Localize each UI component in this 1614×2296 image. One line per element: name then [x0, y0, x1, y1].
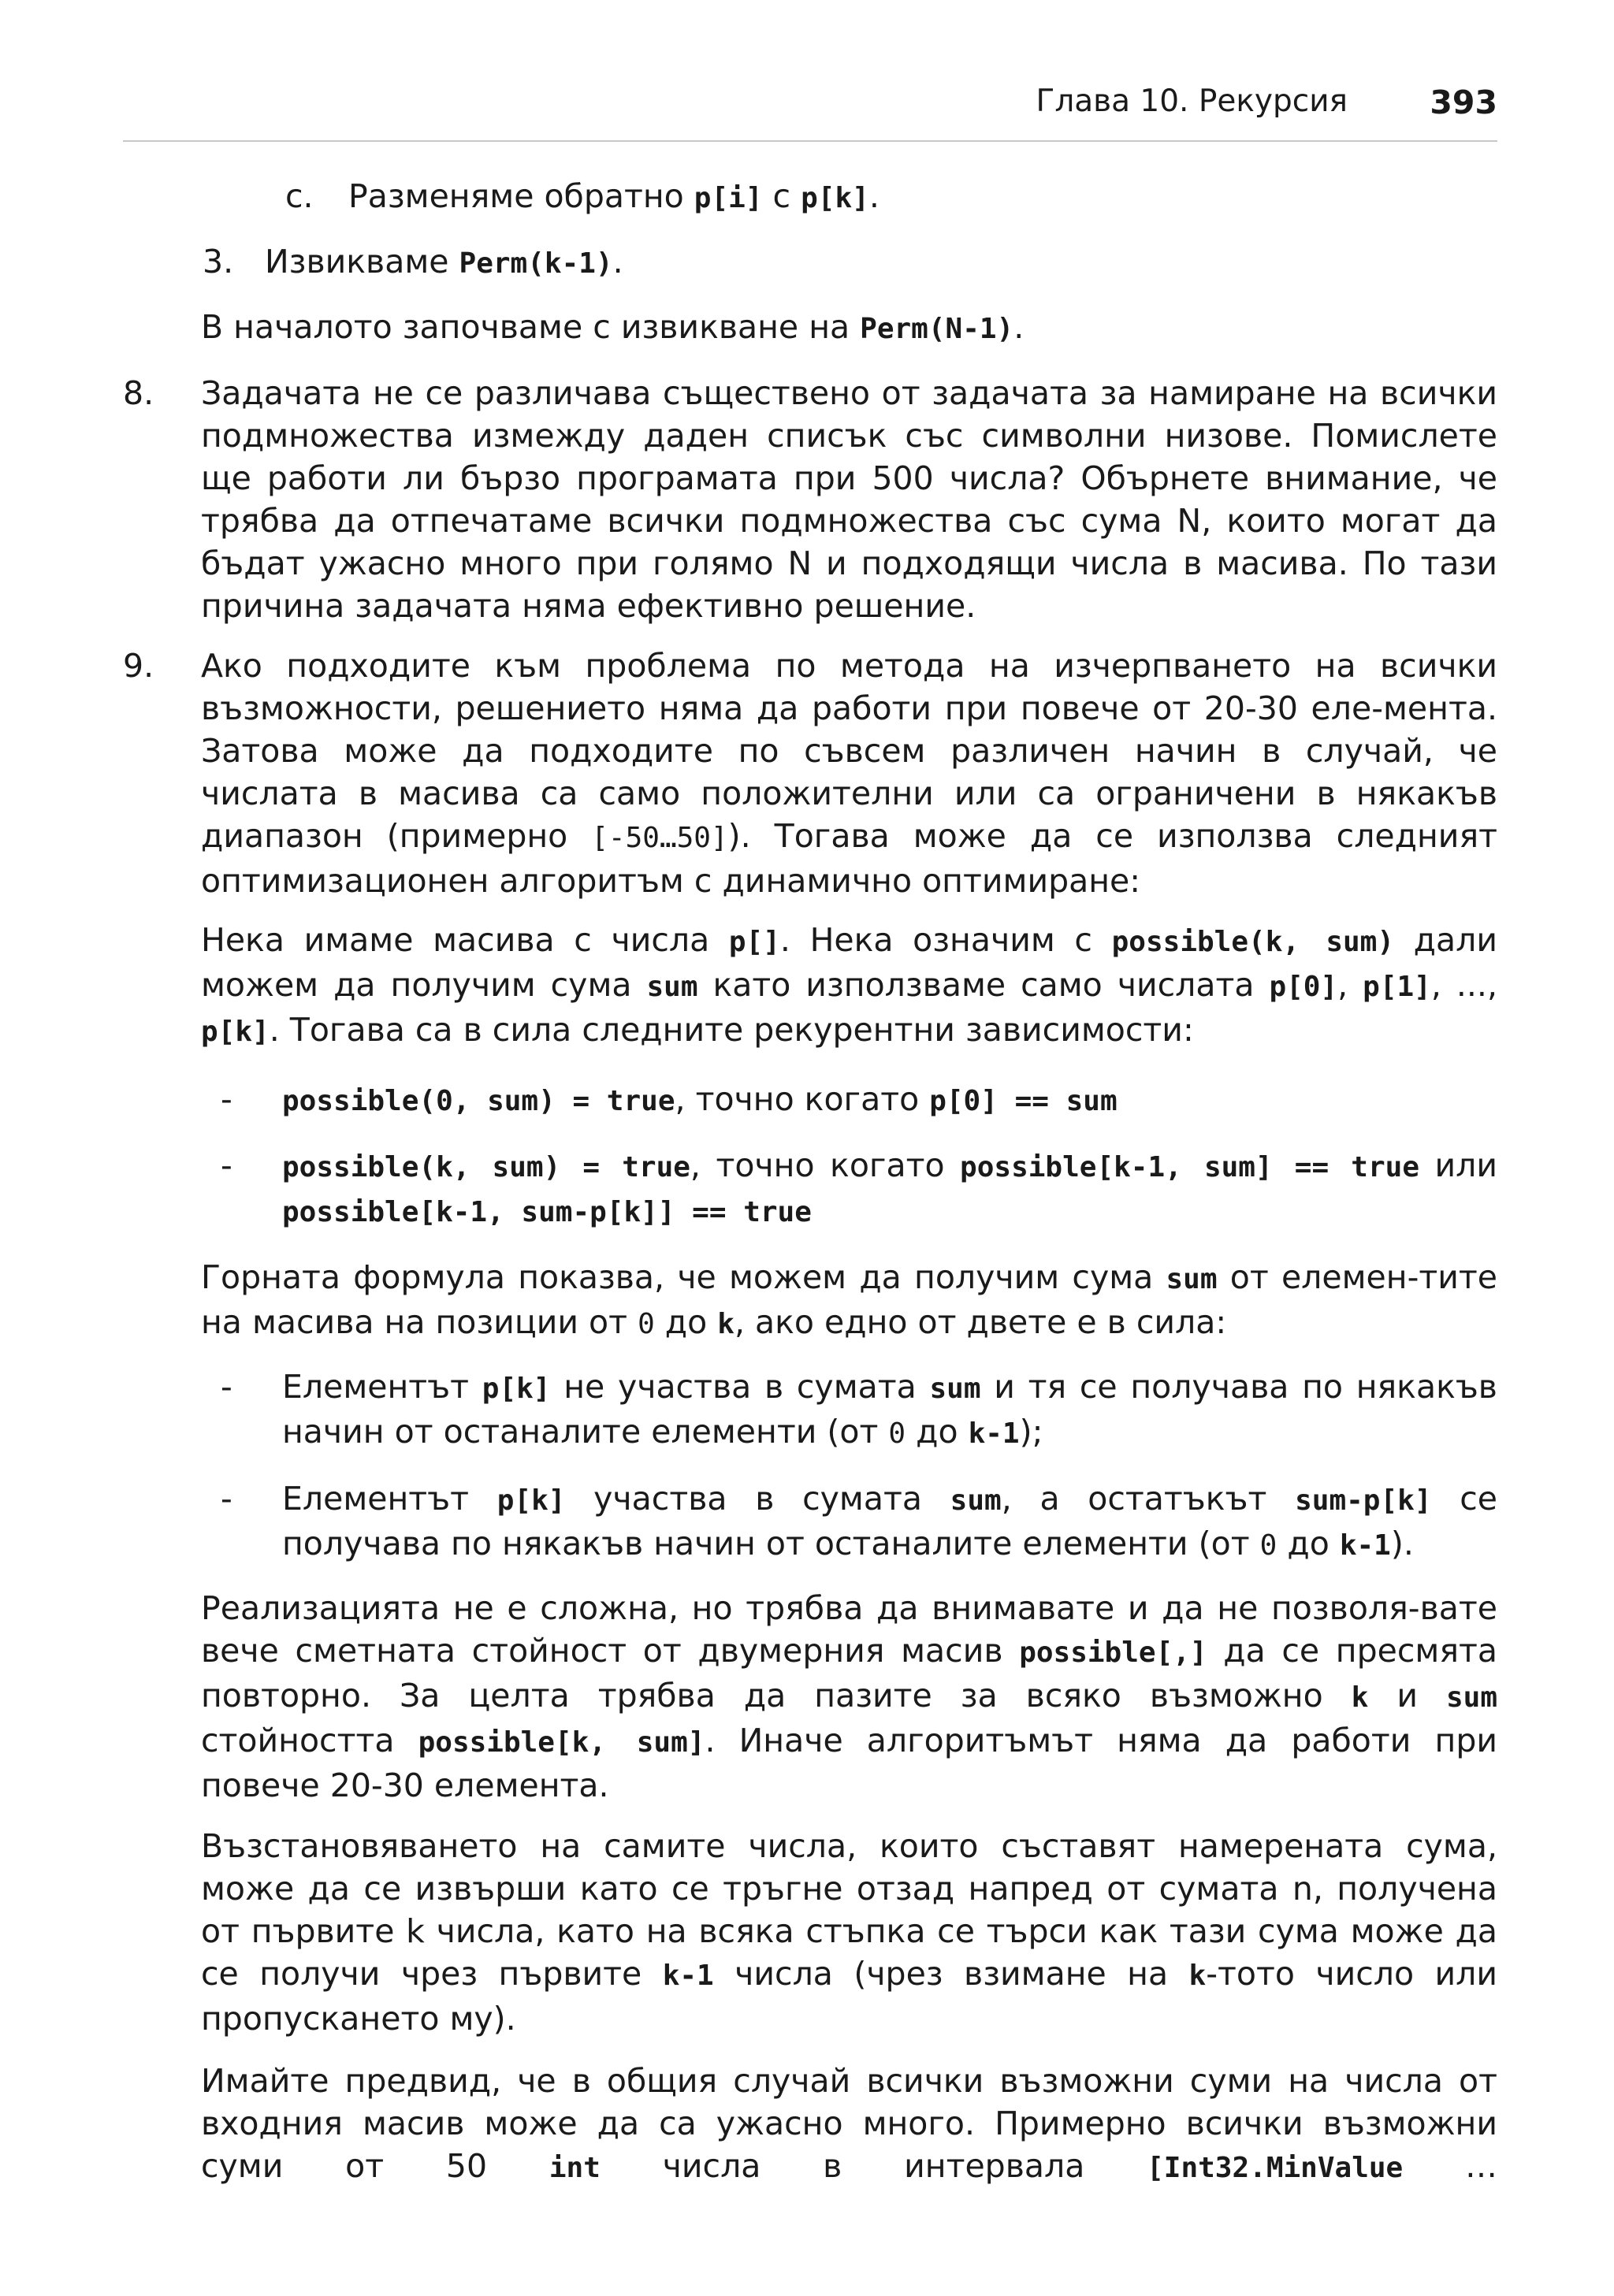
- note-paragraph: Имайте предвид, че в общия случай всички възможни суми на числа от входния масив може да са ужасно много. Примерно всички възможни суми от 50 int числа в интервала [Int32.MinValue …: [201, 2062, 1497, 2185]
- item-9-marker: 9.: [123, 647, 154, 685]
- code-p0: p[0]: [1269, 971, 1338, 1003]
- code-perm-k: Perm(k-1): [459, 247, 613, 280]
- code-possible-k-sum: possible(k, sum): [1111, 926, 1395, 958]
- code-sum: sum: [646, 971, 698, 1003]
- recurrence-base: possible(0, sum) = true, точно когато p[0] == sum: [282, 1080, 1118, 1118]
- code-range: [-50…50]: [591, 822, 728, 854]
- running-header: [123, 79, 1497, 142]
- bullet-dash: -: [221, 1146, 232, 1184]
- page-number: 393: [1430, 84, 1497, 121]
- code-pk: p[k]: [201, 1016, 270, 1048]
- formula-paragraph: Горната формула показва, че можем да получим сума sum от елемен-тите на масива на позиции от 0 до k, ако едно от двете е в сила:: [201, 1258, 1497, 1341]
- code-p-k: p[k]: [801, 182, 869, 214]
- step-c-marker: c.: [285, 177, 314, 215]
- step-3-marker: 3.: [203, 243, 234, 280]
- code-perm-n: Perm(N-1): [860, 313, 1014, 345]
- start-note: В началото започваме с извикване на Perm(N-1).: [201, 308, 1025, 346]
- code-p-i: p[i]: [694, 182, 763, 214]
- restore-paragraph: Възстановяването на самите числа, които съставят намерената сума, може да се извърши като се тръгне отзад напред от сумата n, получена от първите k числа, като на всяка стъпка се търси как тази сума може да се получи чрез първите k-1 числа (чрез взимане на k-тото число или пропускането му).: [201, 1827, 1497, 2038]
- item-8-text: Задачата не се различава съществено от задачата за намиране на всички подмножества измежду даден списък със символни низове. Помислете ще работи ли бързо програмата при 500 числа? Обърнете внимание, че трябва да отпечатаме всички подмножества със сума N, които могат да бъдат ужасно много при голямо N и подходящи числа в масива. По тази причина задачата няма ефективно решение.: [201, 374, 1497, 625]
- bullet-dash: -: [221, 1080, 232, 1118]
- bullet-dash: -: [221, 1368, 232, 1406]
- item-9-text: Ако подходите към проблема по метода на изчерпването на всички възможности, решението няма да работи при повече от 20-30 еле-мента. Затова може да подходите по съвсем различен начин в случай, че числата в масива са само положителни или са ограничени в някакъв диапазон (примерно [-50…50]). Тогава може да се използва следният оптимизационен алгоритъм с динамично оптимиране:: [201, 647, 1497, 900]
- step-3-text: Извикваме Perm(k-1).: [265, 243, 623, 280]
- code-p1: p[1]: [1363, 971, 1431, 1003]
- case-not-included: Елементът p[k] не участва в сумата sum и тя се получава по някакъв начин от останалите елементи (от 0 до k-1);: [282, 1368, 1497, 1451]
- implementation-paragraph: Реализацията не е сложна, но трябва да внимавате и да не позволя-вате вече сметната стойност от двумерния масив possible[,] да се пресмята повторно. За целта трябва да пазите за всяко възможно k и sum стойността possible[k, sum]. Иначе алгоритъмът няма да работи при повече 20-30 елемента.: [201, 1589, 1498, 1804]
- step-c-text: Разменяме обратно p[i] с p[k].: [348, 177, 880, 215]
- definition-paragraph: Нека имаме масива с числа p[]. Нека означим с possible(k, sum) дали можем да получим сума sum като използваме само числата p[0], p[1], ..., p[k]. Тогава са в сила следните рекурентни зависимости:: [201, 921, 1498, 1049]
- item-8-marker: 8.: [123, 374, 154, 412]
- bullet-dash: -: [221, 1480, 232, 1518]
- code-p-array: p[]: [728, 926, 780, 958]
- header-rule: [123, 140, 1497, 142]
- case-included: Елементът p[k] участва в сумата sum, а остатъкът sum-p[k] се получава по някакъв начин от останалите елементи (от 0 до k-1).: [282, 1480, 1497, 1562]
- recurrence-step: possible(k, sum) = true, точно когато possible[k-1, sum] == true или possible[k-1, sum-p[k]] == true: [282, 1146, 1498, 1228]
- chapter-title: Глава 10. Рекурсия: [1036, 84, 1348, 119]
